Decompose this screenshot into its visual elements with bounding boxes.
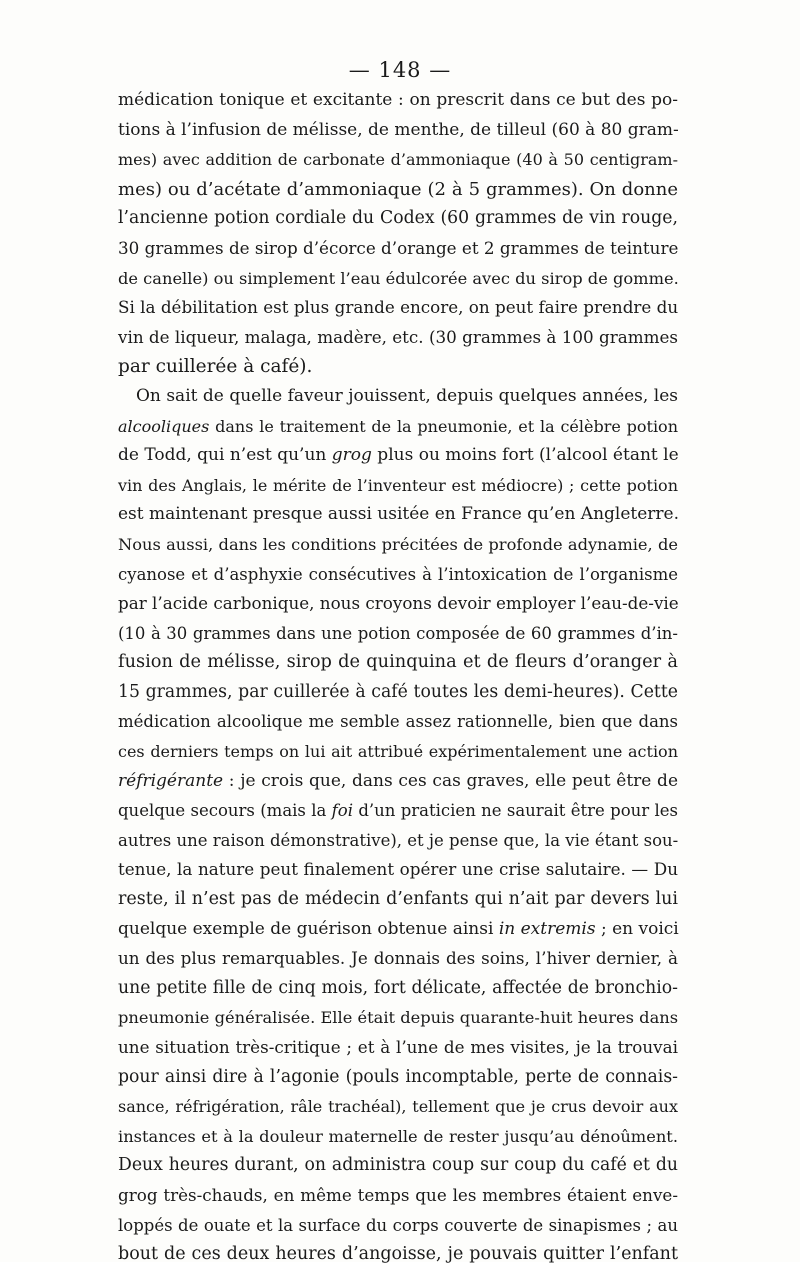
line-text: une petite fille de cinq mois, fort délicate, affectée de bronchio- — [118, 977, 678, 998]
text-line — [118, 530, 678, 560]
line-text: mes) avec addition de carbonate d’ammoniaque (40 à 50 centigram- — [118, 150, 678, 170]
text-line — [118, 885, 678, 915]
text-line — [118, 1240, 678, 1270]
text-line — [118, 737, 678, 767]
text-line — [118, 293, 678, 323]
text-line — [118, 707, 678, 737]
line-text: dans le traitement de la pneumonie, et la célèbre potion — [209, 416, 678, 436]
line-text: autres une raison démonstrative), et je pense que, la vie étant sou- — [118, 830, 679, 850]
text-line — [118, 1211, 678, 1241]
line-text: reste, il n’est pas de médecin d’enfants qui n’ait par devers lui — [118, 889, 678, 910]
line-text: : je crois que, dans ces cas graves, elle peut être de — [223, 770, 678, 791]
line-text: quelque secours (mais la — [118, 801, 332, 821]
line-text: grog très-chauds, en même temps que les membres étaient enve- — [118, 1184, 678, 1205]
line-text: 15 grammes, par cuillerée à café toutes les demi-heures). Cette — [118, 681, 678, 702]
line-text: l’ancienne potion cordiale du Codex (60 grammes de vin rouge, — [118, 208, 678, 229]
line-text: Deux heures durant, on administra coup sur coup du café et du — [118, 1155, 678, 1176]
text-line — [118, 855, 678, 885]
line-text: par l’acide carbonique, nous croyons devoir employer l’eau-de-vie — [118, 593, 679, 614]
italic-text: grog — [331, 445, 372, 466]
line-text: cyanose et d’asphyxie consécutives à l’intoxication de l’organisme — [118, 564, 678, 584]
text-line — [118, 619, 678, 649]
italic-text: in extremis — [498, 918, 596, 939]
text-line — [118, 1092, 678, 1122]
line-text: fusion de mélisse, sirop de quinquina et de fleurs d’oranger à — [118, 652, 678, 673]
text-line — [118, 1151, 678, 1181]
text-line — [118, 974, 678, 1004]
line-text: d’un praticien ne saurait être pour les — [353, 801, 678, 821]
text-line — [118, 175, 678, 205]
line-text: quelque exemple de guérison obtenue ainsi — [118, 918, 499, 939]
text-line — [118, 944, 678, 974]
line-text: par cuillerée à café). — [118, 356, 313, 378]
text-line — [118, 915, 678, 945]
line-text: de canelle) ou simplement l’eau édulcorée avec du sirop de gomme. — [118, 268, 679, 288]
text-line — [118, 1122, 678, 1152]
line-text: pneumonie généralisée. Elle était depuis quarante-huit heures dans — [118, 1008, 679, 1028]
line-text: ces derniers temps on lui ait attribué expérimentalement une action — [118, 742, 678, 762]
text-line — [118, 500, 678, 530]
text-line — [118, 412, 678, 442]
text-line — [118, 826, 678, 856]
text-line — [118, 441, 678, 471]
line-text: une situation très-critique ; et à l’une de mes visites, je la trouvai — [118, 1037, 678, 1057]
line-text: sance, réfrigération, râle trachéal), tellement que je crus devoir aux — [118, 1097, 678, 1117]
text-line — [118, 352, 678, 382]
line-text: un des plus remarquables. Je donnais des soins, l’hiver dernier, à — [118, 948, 678, 969]
italic-text: réfrigérante — [118, 770, 224, 791]
italic-text: alcooliques — [118, 416, 210, 436]
line-text: médication alcoolique me semble assez rationnelle, bien que dans — [118, 712, 678, 732]
text-line — [118, 382, 678, 412]
text-line — [118, 234, 678, 264]
line-text: Si la débilitation est plus grande encore, on peut faire prendre du — [118, 297, 679, 318]
line-text: pour ainsi dire à l’agonie (pouls incomptable, perte de connais- — [118, 1066, 678, 1087]
line-text: vin des Anglais, le mérite de l’inventeur est médiocre) ; cette potion — [118, 475, 678, 495]
line-text: vin de liqueur, malaga, madère, etc. (30 grammes à 100 grammes — [118, 326, 679, 347]
text-line — [118, 767, 678, 797]
line-text: de Todd, qui n’est qu’un — [118, 445, 332, 466]
line-text: bout de ces deux heures d’angoisse, je pouvais quitter l’enfant — [118, 1244, 678, 1265]
text-line — [118, 323, 678, 353]
line-text: mes) ou d’acétate d’ammoniaque (2 à 5 grammes). On donne — [118, 178, 678, 200]
text-line — [118, 116, 678, 146]
text-line — [118, 589, 678, 619]
text-line — [118, 145, 678, 175]
text-line — [118, 1063, 678, 1093]
text-line — [118, 678, 678, 708]
line-text: est maintenant presque aussi usitée en France qu’en Angleterre. — [118, 504, 680, 525]
text-line — [118, 86, 678, 116]
line-text: médication tonique et excitante : on prescrit dans ce but des po- — [118, 90, 678, 110]
text-line — [118, 264, 678, 294]
line-text: 30 grammes de sirop d’écorce d’orange et 2 grammes de teinture — [118, 237, 679, 258]
line-text: (10 à 30 grammes dans une potion composée de 60 grammes d’in- — [118, 623, 678, 643]
text-line — [118, 471, 678, 501]
text-line — [118, 204, 678, 234]
text-line — [118, 1033, 678, 1063]
line-text: On sait de quelle faveur jouissent, depuis quelques années, les — [136, 385, 678, 406]
text-line — [118, 648, 678, 678]
body-text — [118, 86, 678, 1270]
line-text: ; en voici — [595, 918, 679, 939]
text-line — [118, 796, 678, 826]
page-number: — 148 — — [348, 58, 452, 82]
text-line — [118, 1003, 678, 1033]
line-text: tenue, la nature peut finalement opérer une crise salutaire. — Du — [118, 859, 678, 880]
italic-text: foi — [331, 801, 353, 821]
line-text: instances et à la douleur maternelle de rester jusqu’au dénoûment. — [118, 1126, 678, 1146]
text-line — [118, 560, 678, 590]
line-text: plus ou moins fort (l’alcool étant le — [371, 445, 679, 466]
line-text: Nous aussi, dans les conditions précitées de profonde adynamie, de — [118, 534, 678, 554]
line-text: tions à l’infusion de mélisse, de menthe, de tilleul (60 à 80 gram- — [118, 119, 679, 140]
text-line — [118, 1181, 678, 1211]
line-text: loppés de ouate et la surface du corps couverte de sinapismes ; au — [118, 1215, 678, 1235]
